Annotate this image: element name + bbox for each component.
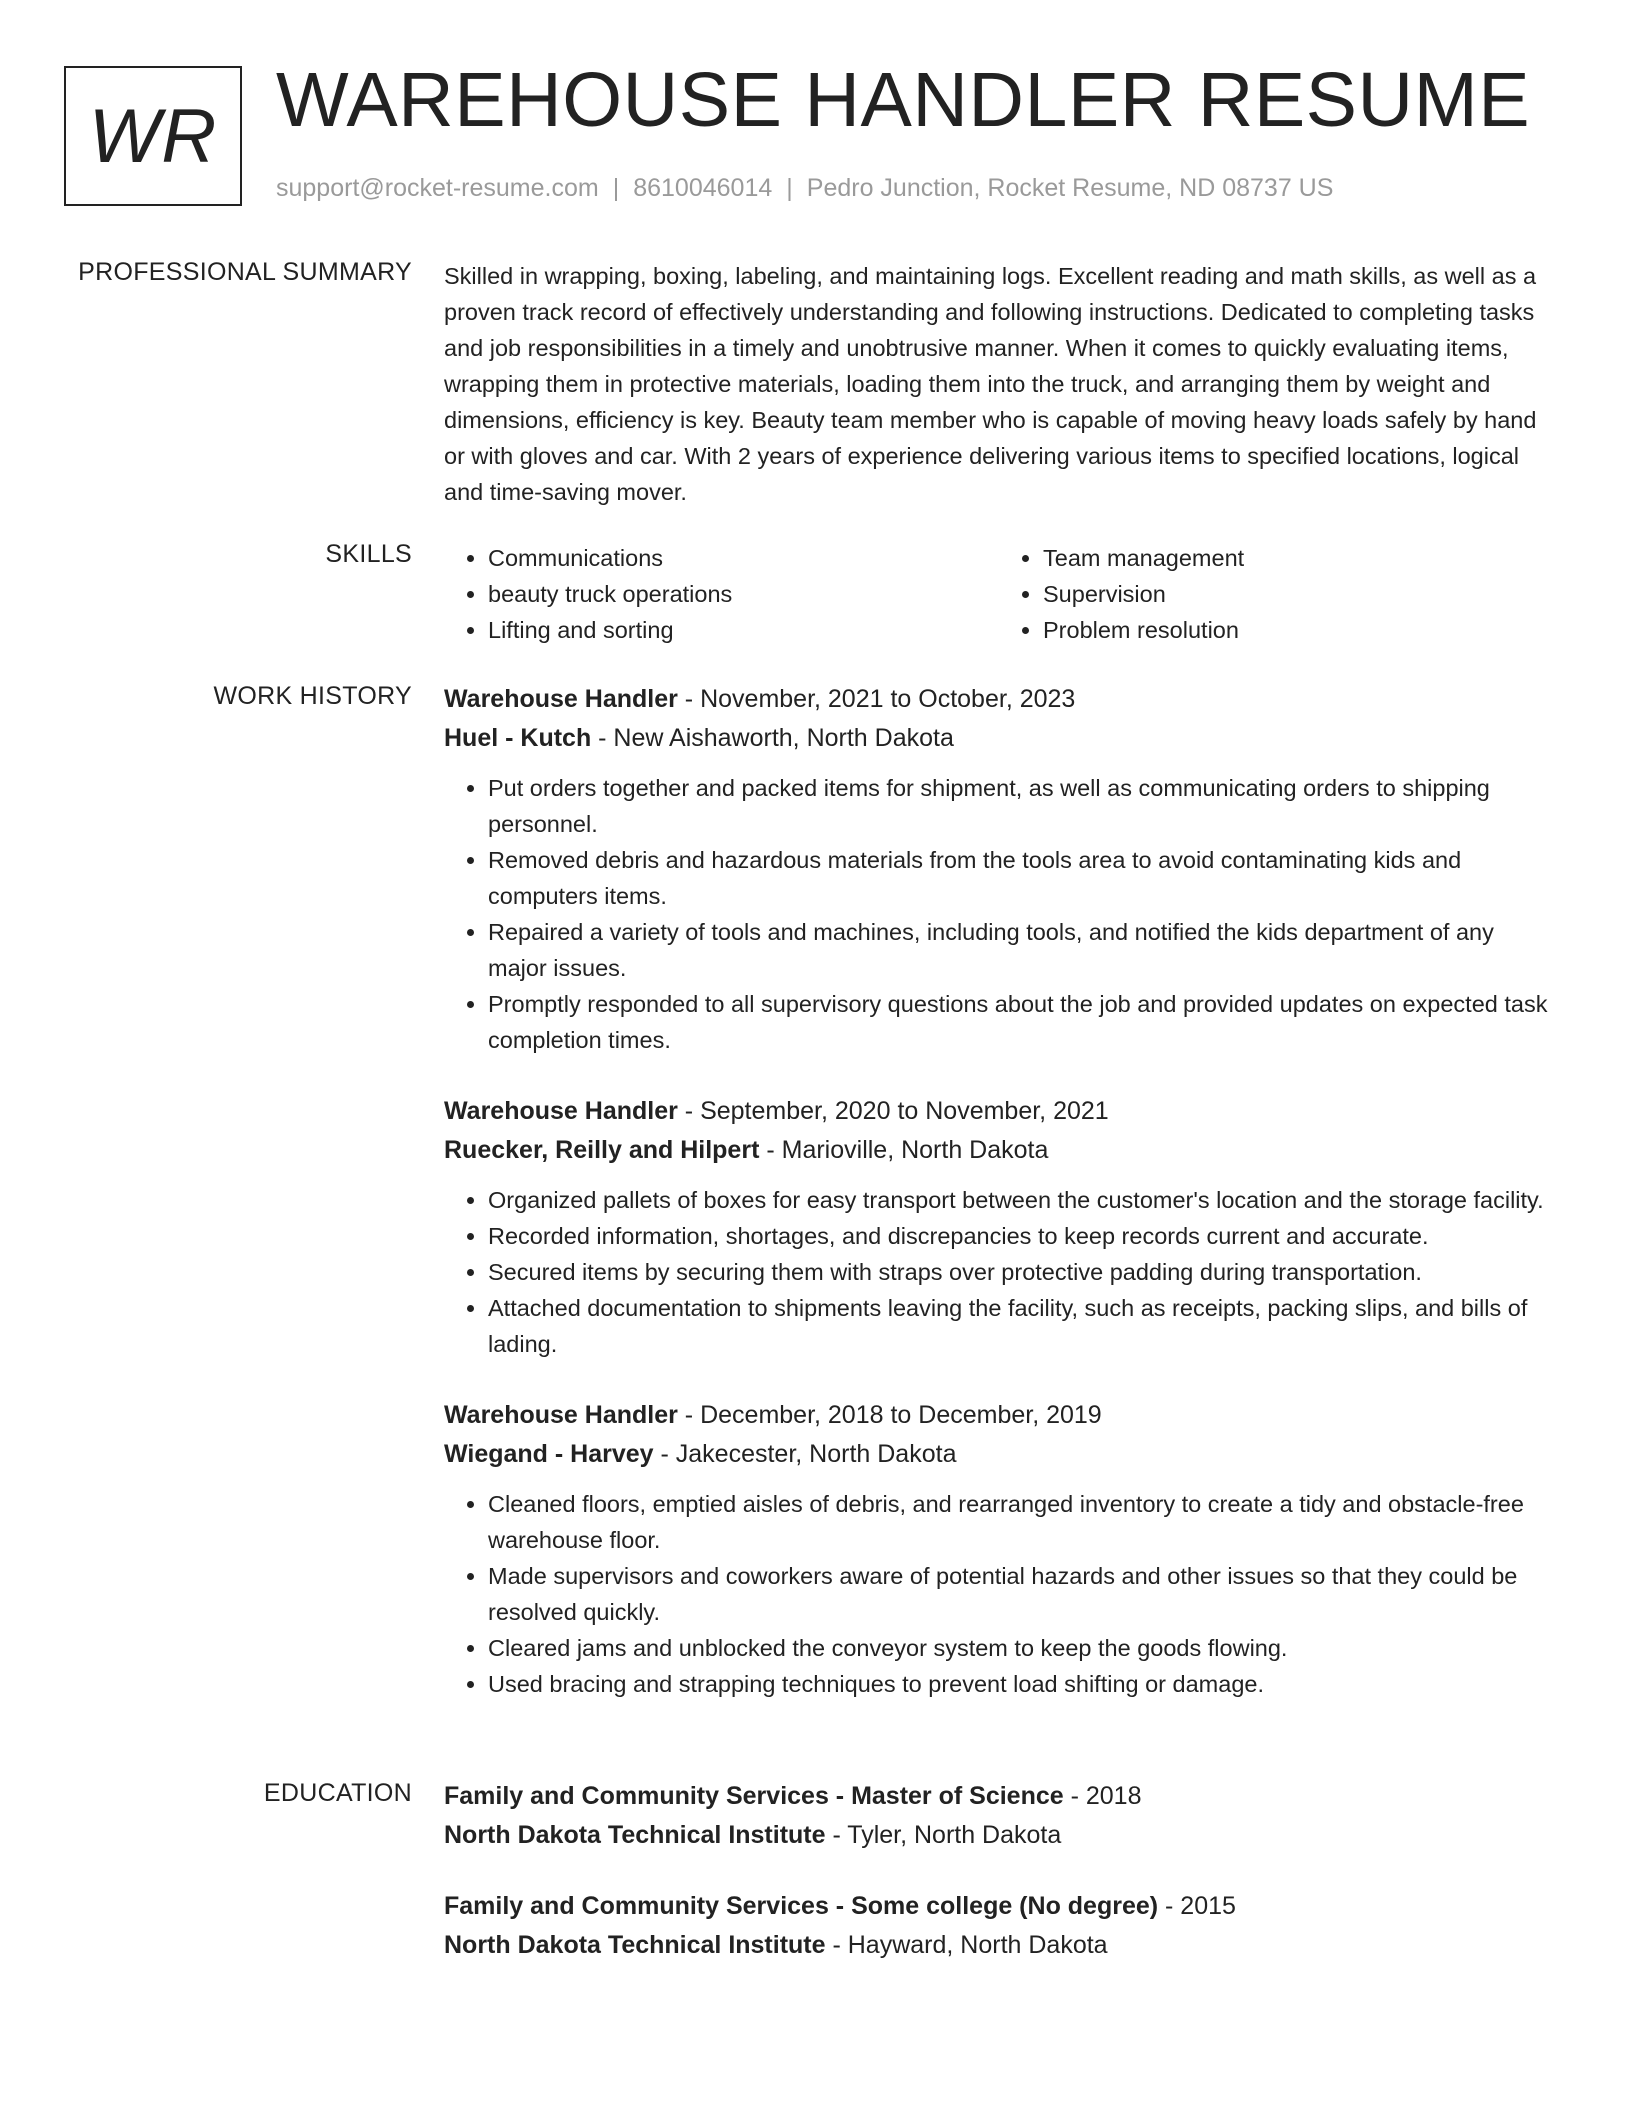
job-entry xyxy=(444,1396,1554,1702)
job-duties xyxy=(444,770,1554,1058)
job-company-line xyxy=(444,1131,1554,1170)
education-degree: Family and Community Services - Master of Science xyxy=(444,1782,1064,1810)
job-duty: • Promptly responded to all supervisory questions about the job and provided updates on expected task completion times. xyxy=(488,986,1554,1058)
skill-item: • Supervision xyxy=(1043,576,1554,612)
job-entry xyxy=(444,1092,1554,1362)
skill-item: • Lifting and sorting xyxy=(488,612,999,648)
job-duty: • Made supervisors and coworkers aware of potential hazards and other issues so that they could be resolved quickly. xyxy=(488,1558,1554,1630)
job-company: Wiegand - Harvey xyxy=(444,1440,654,1468)
summary-label: PROFESSIONAL SUMMARY xyxy=(78,258,412,286)
job-duty: • Attached documentation to shipments leaving the facility, such as receipts, packing slips, and bills of lading. xyxy=(488,1290,1554,1362)
education-year: - 2015 xyxy=(1158,1892,1236,1920)
skill-item: • beauty truck operations xyxy=(488,576,999,612)
education-location: - Hayward, North Dakota xyxy=(825,1931,1108,1959)
education-year: - 2018 xyxy=(1063,1782,1142,1810)
job-title: Warehouse Handler xyxy=(444,1097,678,1125)
contact-line xyxy=(276,174,1333,203)
job-title: Warehouse Handler xyxy=(444,1401,678,1429)
education-label: EDUCATION xyxy=(263,1779,412,1807)
skills-body xyxy=(444,540,1554,648)
skills-list-right xyxy=(999,540,1554,648)
work-body xyxy=(444,680,1554,1736)
job-duty: • Secured items by securing them with straps over protective padding during transportation. xyxy=(488,1254,1554,1290)
education-entry xyxy=(444,1777,1554,1855)
job-duties xyxy=(444,1486,1554,1702)
education-body xyxy=(444,1777,1554,1997)
job-company: Huel - Kutch xyxy=(444,724,592,752)
contact-email: support@rocket-resume.com xyxy=(276,174,599,202)
education-school-line xyxy=(444,1816,1554,1855)
education-entry xyxy=(444,1887,1554,1965)
summary-text: Skilled in wrapping, boxing, labeling, and maintaining logs. Excellent reading and math skills, as well as a proven track record of effectively understanding and following instructions. Dedicated to completing tasks and job responsibilities in a timely and unobtrusive manner. When it comes to quickly evaluating items, wrapping them in protective materials, loading them into the truck, and arranging them by weight and dimensions, efficiency is key. Beauty team member who is capable of moving heavy loads safely by hand or with gloves and car. With 2 years of experience delivering various items to specified locations, logical and time-saving mover. xyxy=(444,263,1537,505)
resume-title: WAREHOUSE HANDLER RESUME xyxy=(276,57,1531,143)
education-school: North Dakota Technical Institute xyxy=(444,1821,826,1849)
skill-item: • Team management xyxy=(1043,540,1554,576)
contact-phone: 8610046014 xyxy=(633,174,773,202)
education-school: North Dakota Technical Institute xyxy=(444,1931,826,1959)
job-entry xyxy=(444,680,1554,1058)
job-title: Warehouse Handler xyxy=(444,685,678,713)
job-dates: - September, 2020 to November, 2021 xyxy=(677,1097,1109,1125)
summary-body xyxy=(444,258,1554,510)
job-duty: • Organized pallets of boxes for easy transport between the customer's location and the storage facility. xyxy=(488,1182,1554,1218)
job-company: Ruecker, Reilly and Hilpert xyxy=(444,1136,760,1164)
job-duty: • Used bracing and strapping techniques to prevent load shifting or damage. xyxy=(488,1666,1554,1702)
job-duty: • Recorded information, shortages, and discrepancies to keep records current and accurate. xyxy=(488,1218,1554,1254)
contact-separator: | xyxy=(786,174,793,202)
job-duty: • Cleared jams and unblocked the conveyor system to keep the goods flowing. xyxy=(488,1630,1554,1666)
job-dates: - December, 2018 to December, 2019 xyxy=(677,1401,1102,1429)
skill-item: • Problem resolution xyxy=(1043,612,1554,648)
work-label: WORK HISTORY xyxy=(213,682,412,710)
skills-list-left xyxy=(444,540,999,648)
education-school-line xyxy=(444,1926,1554,1965)
job-title-line xyxy=(444,1092,1554,1131)
education-degree-line xyxy=(444,1777,1554,1816)
job-duty: • Repaired a variety of tools and machines, including tools, and notified the kids department of any major issues. xyxy=(488,914,1554,986)
job-duty: • Cleaned floors, emptied aisles of debris, and rearranged inventory to create a tidy and obstacle-free warehouse floor. xyxy=(488,1486,1554,1558)
contact-separator: | xyxy=(612,174,620,202)
education-degree: Family and Community Services - Some college (No degree) xyxy=(444,1892,1159,1920)
job-company-line xyxy=(444,1435,1554,1474)
skill-item: • Communications xyxy=(488,540,999,576)
skills-label: SKILLS xyxy=(325,540,412,568)
job-duty: • Put orders together and packed items for shipment, as well as communicating orders to shipping personnel. xyxy=(488,770,1554,842)
job-title-line xyxy=(444,1396,1554,1435)
job-location: - Jakecester, North Dakota xyxy=(653,1440,957,1468)
job-title-line xyxy=(444,680,1554,719)
education-location: - Tyler, North Dakota xyxy=(825,1821,1062,1849)
job-dates: - November, 2021 to October, 2023 xyxy=(677,685,1076,713)
job-duty: • Removed debris and hazardous materials from the tools area to avoid contaminating kids and computers items. xyxy=(488,842,1554,914)
monogram-logo: WR xyxy=(64,66,242,206)
job-company-line xyxy=(444,719,1554,758)
job-location: - Marioville, North Dakota xyxy=(759,1136,1049,1164)
job-duties xyxy=(444,1182,1554,1362)
education-degree-line xyxy=(444,1887,1554,1926)
job-location: - New Aishaworth, North Dakota xyxy=(591,724,954,752)
contact-address: Pedro Junction, Rocket Resume, ND 08737 US xyxy=(806,174,1334,202)
